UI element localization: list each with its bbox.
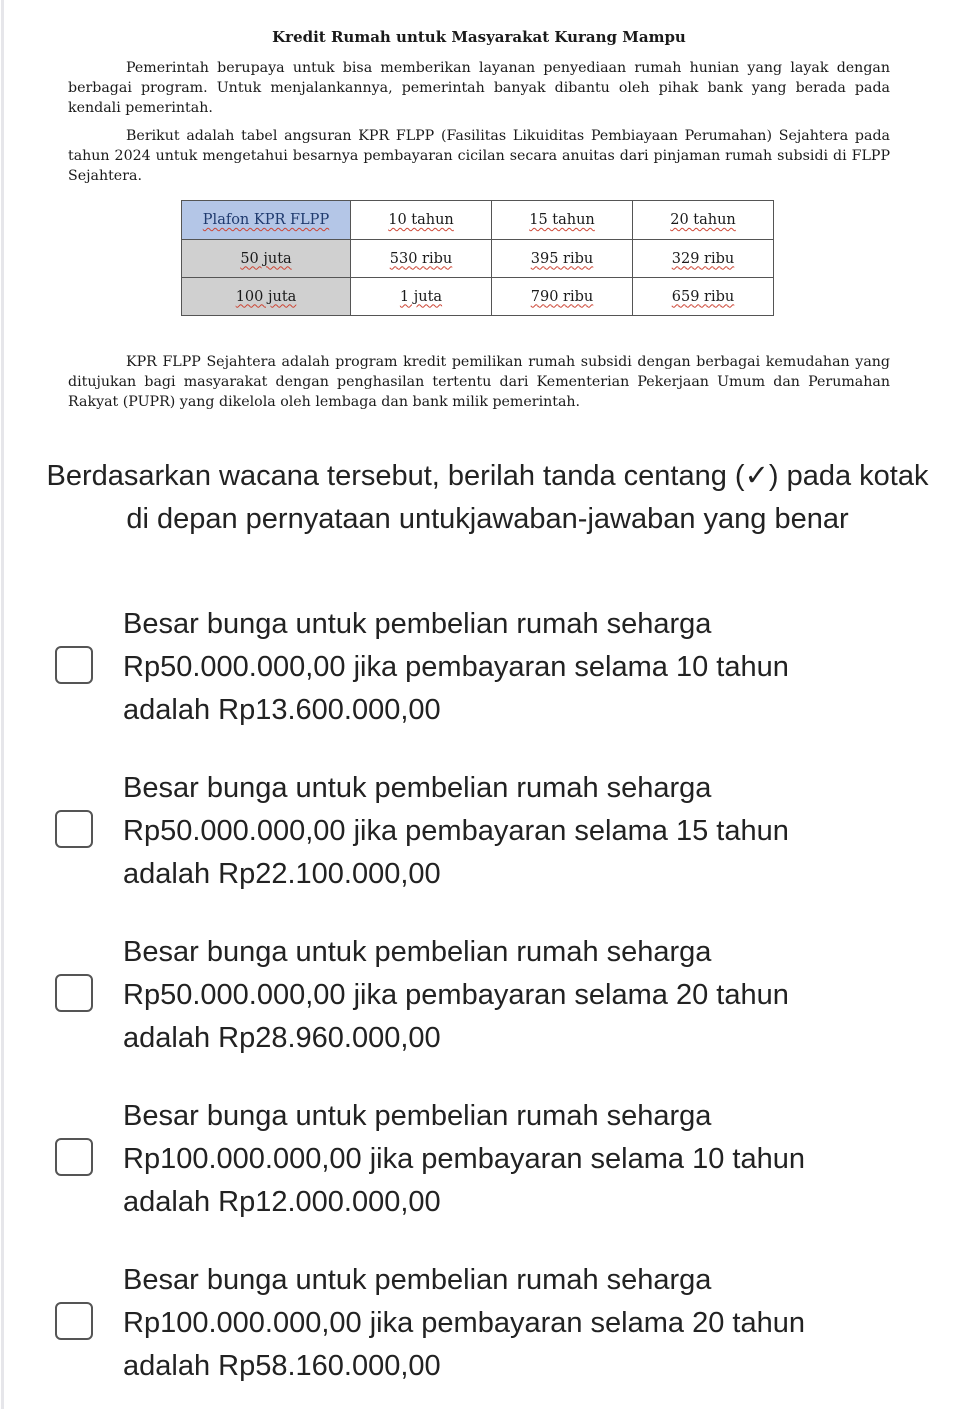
installment-table <box>181 200 774 316</box>
answer-option-3 <box>0 931 957 1061</box>
option-checkbox[interactable] <box>55 1302 93 1340</box>
question-prompt: Berdasarkan wacana tersebut, berilah tanda centang (✓) pada kotak di depan pernyataan untukjawaban-jawaban yang benar <box>46 460 929 535</box>
option-checkbox[interactable] <box>55 974 93 1012</box>
answer-option-5 <box>0 1259 957 1389</box>
table-row <box>182 240 774 278</box>
table-cell: 50 juta <box>182 240 351 278</box>
table-cell: 790 ribu <box>492 278 633 316</box>
table-cell: 659 ribu <box>633 278 774 316</box>
option-text: Besar bunga untuk pembelian rumah seharga Rp50.000.000,00 jika pembayaran selama 10 tahun adalah Rp13.600.000,00 <box>123 608 789 726</box>
option-checkbox[interactable] <box>55 646 93 684</box>
reading-passage <box>68 28 890 420</box>
table-cell: 530 ribu <box>351 240 492 278</box>
passage-paragraph-1: Pemerintah berupaya untuk bisa memberikan layanan penyediaan rumah hunian yang layak dengan berbagai program. Untuk menjalankannya, pemerintah banyak dibantu oleh pihak bank yang berada pada kendali pemerintah. <box>68 60 890 116</box>
answer-option-2 <box>0 767 957 897</box>
option-checkbox[interactable] <box>55 810 93 848</box>
answer-option-4 <box>0 1095 957 1225</box>
table-header-cell: Plafon KPR FLPP <box>182 201 351 240</box>
table-header-row <box>182 201 774 240</box>
answer-option-1 <box>0 603 957 733</box>
table-cell: 1 juta <box>351 278 492 316</box>
option-text: Besar bunga untuk pembelian rumah seharga Rp100.000.000,00 jika pembayaran selama 20 tahun adalah Rp58.160.000,00 <box>123 1264 805 1382</box>
option-text: Besar bunga untuk pembelian rumah seharga Rp100.000.000,00 jika pembayaran selama 10 tahun adalah Rp12.000.000,00 <box>123 1100 805 1218</box>
option-text: Besar bunga untuk pembelian rumah seharga Rp50.000.000,00 jika pembayaran selama 20 tahun adalah Rp28.960.000,00 <box>123 936 789 1054</box>
passage-title: Kredit Rumah untuk Masyarakat Kurang Mampu <box>272 28 686 46</box>
option-checkbox[interactable] <box>55 1138 93 1176</box>
table-header-cell: 20 tahun <box>633 201 774 240</box>
option-text: Besar bunga untuk pembelian rumah seharga Rp50.000.000,00 jika pembayaran selama 15 tahun adalah Rp22.100.000,00 <box>123 772 789 890</box>
table-header-cell: 15 tahun <box>492 201 633 240</box>
table-cell: 329 ribu <box>633 240 774 278</box>
passage-paragraph-3: KPR FLPP Sejahtera adalah program kredit pemilikan rumah subsidi dengan berbagai kemudahan yang ditujukan bagi masyarakat dengan penghasilan tertentu dari Kementerian Pekerjaan Umum dan Perumahan Rakyat (PUPR) yang dikelola oleh lembaga dan bank milik pemerintah. <box>68 354 890 410</box>
passage-paragraph-2: Berikut adalah tabel angsuran KPR FLPP (Fasilitas Likuiditas Pembiayaan Perumahan) Sejahtera pada tahun 2024 untuk mengetahui besarnya pembayaran cicilan secara anuitas dari pinjaman rumah subsidi di FLPP Sejahtera. <box>68 128 890 184</box>
table-row <box>182 278 774 316</box>
installment-table-wrapper <box>181 200 890 316</box>
table-header-cell: 10 tahun <box>351 201 492 240</box>
table-cell: 395 ribu <box>492 240 633 278</box>
table-cell: 100 juta <box>182 278 351 316</box>
